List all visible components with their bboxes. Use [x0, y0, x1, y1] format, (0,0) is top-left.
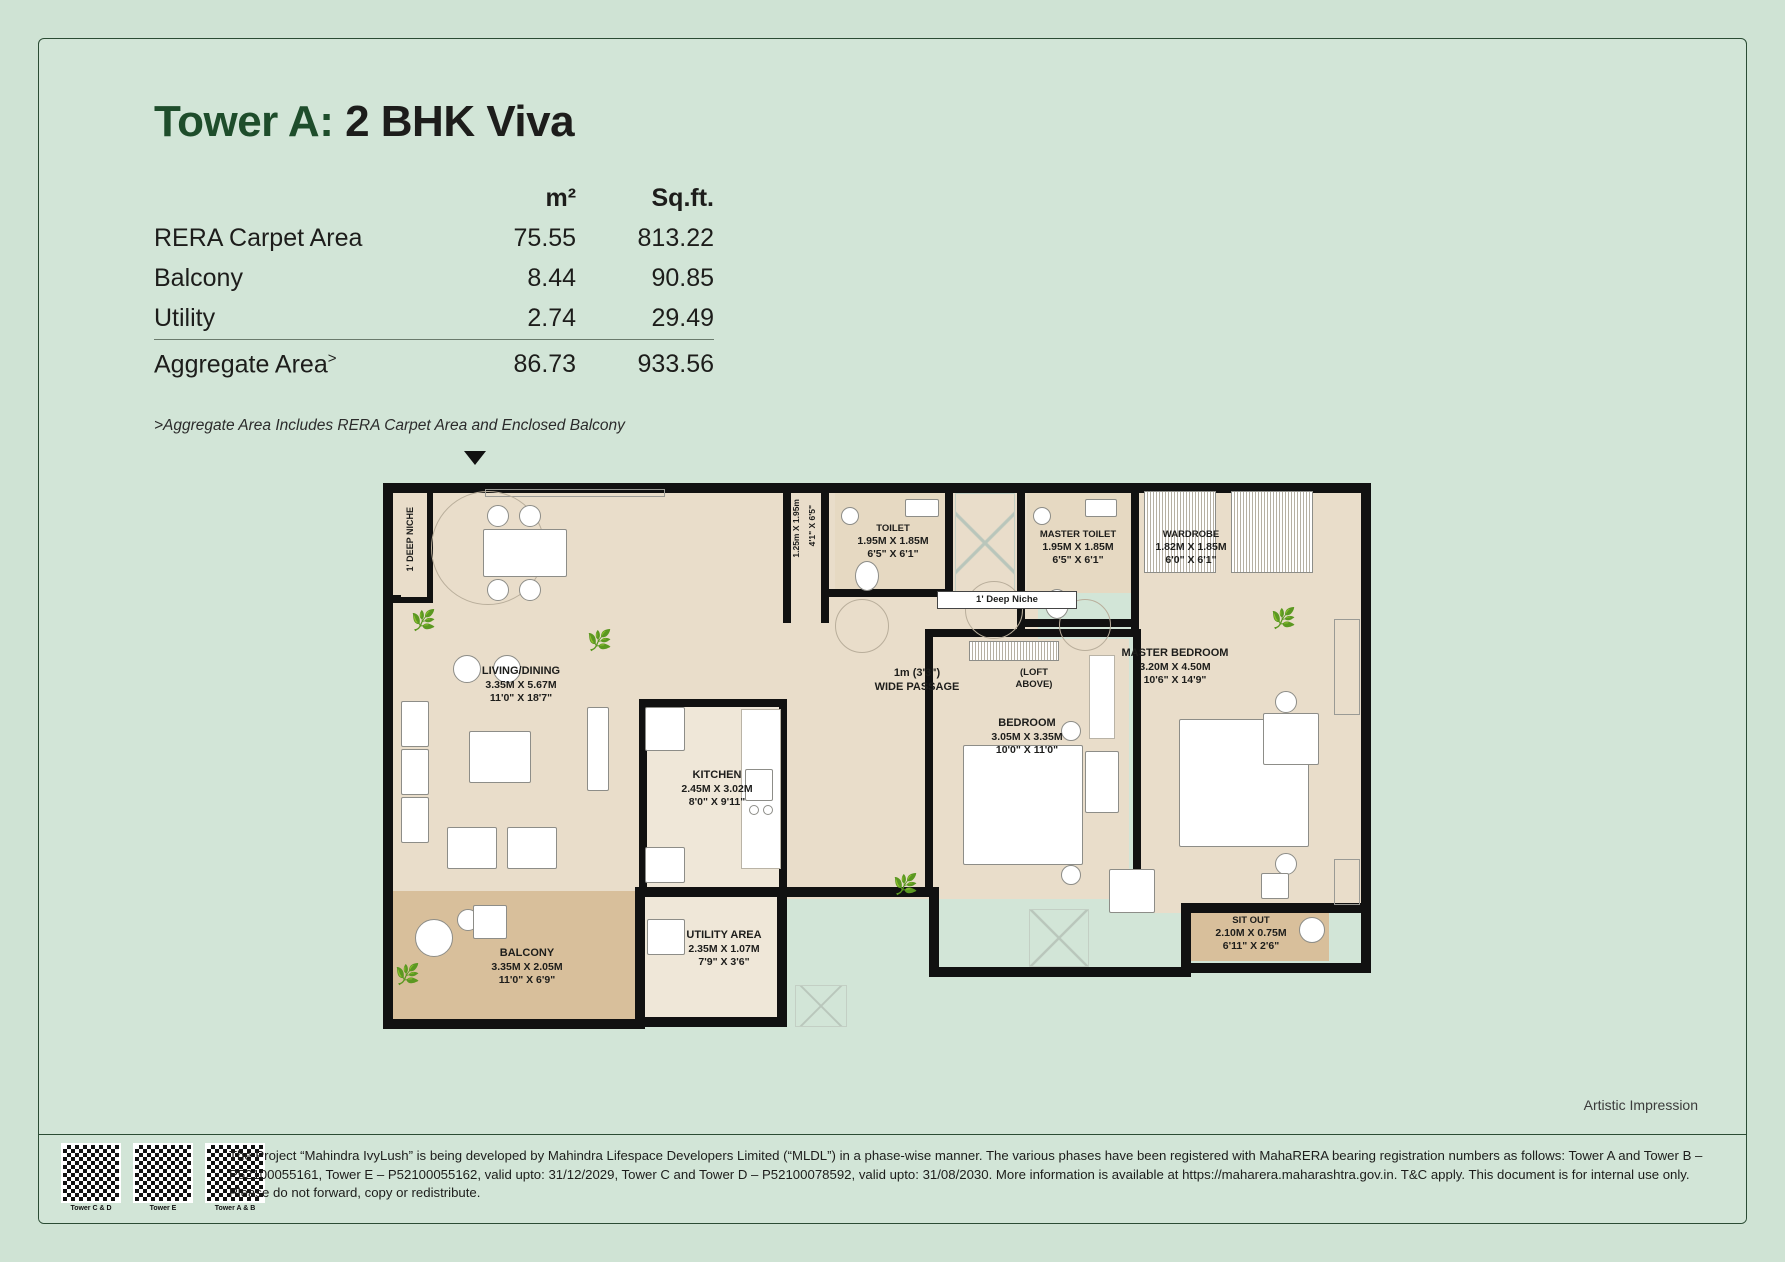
shower-icon	[1033, 507, 1051, 525]
dining-chair	[519, 579, 541, 601]
floor-plan	[369, 469, 1459, 1049]
wall-right	[1361, 483, 1371, 973]
qr-caption: Tower C & D	[70, 1205, 112, 1212]
dining-chair	[487, 579, 509, 601]
page-title	[154, 97, 574, 147]
side-table	[1261, 873, 1289, 899]
dining-chair	[519, 505, 541, 527]
room-label-utility: UTILITY AREA 2.35M X 1.07M 7'9" X 3'6"	[686, 929, 762, 968]
bedside-lamp	[1275, 853, 1297, 875]
bedroom-wardrobe	[969, 641, 1059, 661]
annotation-window-dim-ft: 4'1" X 6'5"	[807, 505, 817, 547]
table-row-total	[154, 340, 714, 386]
wash-basin	[1085, 499, 1117, 517]
room-label-living-dining: LIVING/DINING 3.35M X 5.67M 11'0" X 18'7"	[481, 665, 561, 704]
plant-icon: 🌿	[411, 610, 436, 632]
area-table-header	[154, 179, 714, 219]
wall-toilet-bottom	[821, 589, 953, 597]
bedside-chair	[1085, 751, 1119, 813]
plan-card	[38, 38, 1747, 1224]
armchair	[447, 827, 497, 869]
row-sqft-balcony: 90.85	[651, 264, 714, 292]
plant-icon: 🌿	[587, 630, 612, 652]
room-label-toilet: TOILET 1.95M X 1.85M 6'5" X 6'1"	[857, 523, 929, 560]
row-sqm-rera: 75.55	[513, 224, 577, 252]
title-colon: :	[319, 97, 334, 146]
tv-unit	[587, 707, 609, 791]
room-label-wardrobe: WARDROBE 1.82M X 1.85M 6'0" X 6'1"	[1155, 529, 1227, 566]
wall-niche-bottom	[391, 597, 433, 603]
qr-code-icon	[133, 1143, 193, 1203]
qr-code-icon	[61, 1143, 121, 1203]
row-label-aggregate: Aggregate Area>	[154, 340, 470, 386]
row-label-utility: Utility	[154, 304, 216, 332]
qr-caption: Tower A & B	[214, 1205, 256, 1212]
plant-icon: 🌿	[395, 964, 420, 986]
row-label-balcony: Balcony	[154, 264, 243, 292]
annotation-passage: 1m (3'3") WIDE PASSAGE	[874, 667, 960, 693]
aggregate-footnote: >Aggregate Area Includes RERA Carpet Area and Enclosed Balcony	[154, 417, 625, 434]
wall-balcony-right	[635, 887, 645, 1029]
wall-toilet-left	[821, 487, 829, 623]
wall-utility-bottom	[645, 1017, 787, 1027]
master-side-window	[1334, 619, 1360, 715]
qr-caption: Tower E	[149, 1205, 177, 1212]
entry-arrow-icon	[464, 451, 486, 465]
bedside-lamp	[1061, 865, 1081, 885]
row-sqm-aggregate: 86.73	[470, 340, 598, 386]
row-label-rera: RERA Carpet Area	[154, 224, 363, 252]
room-label-balcony: BALCONY 3.35M X 2.05M 11'0" X 6'9"	[491, 947, 563, 986]
row-sqft-utility: 29.49	[651, 304, 714, 332]
wall-bottom-mid	[929, 967, 1189, 977]
wash-basin	[905, 499, 939, 517]
annotation-window-dim-m: 1.25m X 1.95m	[791, 499, 801, 558]
balcony-chair	[473, 905, 507, 939]
fridge	[645, 707, 685, 751]
plant-icon: 🌿	[893, 874, 918, 896]
qr-block-tower-cd	[61, 1143, 121, 1212]
annotation-loft: (LOFT ABOVE)	[1015, 667, 1053, 690]
wall-utility-top	[635, 887, 787, 897]
col-header-sqm: m²	[545, 184, 577, 212]
shaft-hatch-2	[1029, 909, 1089, 967]
dining-chair	[487, 505, 509, 527]
wall-kitchen-shaft	[783, 487, 791, 623]
row-sqft-aggregate: 933.56	[598, 340, 714, 386]
balcony-chair	[415, 919, 453, 957]
col-header-sqft: Sq.ft.	[651, 184, 714, 212]
table-row	[154, 259, 714, 299]
table-row	[154, 299, 714, 340]
artistic-impression-note: Artistic Impression	[1583, 1097, 1698, 1113]
wall-kitchen-top	[639, 699, 787, 707]
sink	[645, 847, 685, 883]
table-row	[154, 219, 714, 259]
sofa-seat	[401, 701, 429, 747]
toilet-door-swing	[835, 599, 889, 653]
row-sqm-utility: 2.74	[527, 304, 577, 332]
armchair	[507, 827, 557, 869]
qr-block-tower-e	[133, 1143, 193, 1212]
aggregate-marker: >	[327, 350, 337, 367]
bedroom-door-swing	[965, 581, 1023, 639]
sofa-seat	[401, 797, 429, 843]
bedside-lamp	[1275, 691, 1297, 713]
tower-name: Tower A	[154, 97, 320, 146]
sofa-seat	[401, 749, 429, 795]
room-label-master-bedroom: MASTER BEDROOM 3.20M X 4.50M 10'6" X 14'9"	[1121, 647, 1229, 686]
master-pillow	[1263, 713, 1319, 765]
wall-sitout-bottom	[1181, 963, 1371, 973]
footer	[39, 1134, 1746, 1223]
room-label-bedroom: BEDROOM 3.05M X 3.35M 10'0" X 11'0"	[991, 717, 1063, 756]
legal-disclaimer: The Project “Mahindra IvyLush” is being developed by Mahindra Lifespace Developers Limited (“MLDL”) in a phase-wise manner. The various phases have been registered with MahaRERA bearing registration numbers as follows: Tower A and Tower B – P52100055161, Tower E – P52100055162, valid upto: 31/12/2029, Tower C and Tower D – P52100078592, valid upto: 31/08/2030. More information is available at https://maharera.maharashtra.gov.in. T&C apply. This document is for internal use only. Please do not forward, copy or redistribute.	[229, 1148, 1703, 1201]
room-label-sit-out: SIT OUT 2.10M X 0.75M 6'11" X 2'6"	[1215, 915, 1287, 952]
area-table	[154, 179, 714, 385]
unit-type: 2 BHK Viva	[345, 97, 575, 146]
wc	[855, 561, 879, 591]
bed	[963, 745, 1083, 865]
room-label-master-toilet: MASTER TOILET 1.95M X 1.85M 6'5" X 6'1"	[1039, 529, 1117, 566]
master-side-window-2	[1334, 859, 1360, 905]
shaft-hatch-1	[955, 493, 1015, 593]
annotation-niche-center: 1' Deep Niche	[937, 591, 1077, 609]
row-sqft-rera: 813.22	[637, 224, 714, 252]
wall-bottom-left	[383, 1019, 645, 1029]
dining-table	[483, 529, 567, 577]
row-sqm-balcony: 8.44	[527, 264, 577, 292]
coffee-table	[469, 731, 531, 783]
plant-icon: 🌿	[1271, 608, 1296, 630]
annotation-niche-left: 1' DEEP NICHE	[405, 507, 415, 572]
room-label-kitchen: KITCHEN 2.45M X 3.02M 8'0" X 9'11"	[681, 769, 753, 808]
shaft-hatch-3	[795, 985, 847, 1027]
wall-left	[383, 483, 393, 1029]
master-armchair	[1109, 869, 1155, 913]
wall-bedroom-side	[929, 887, 939, 977]
